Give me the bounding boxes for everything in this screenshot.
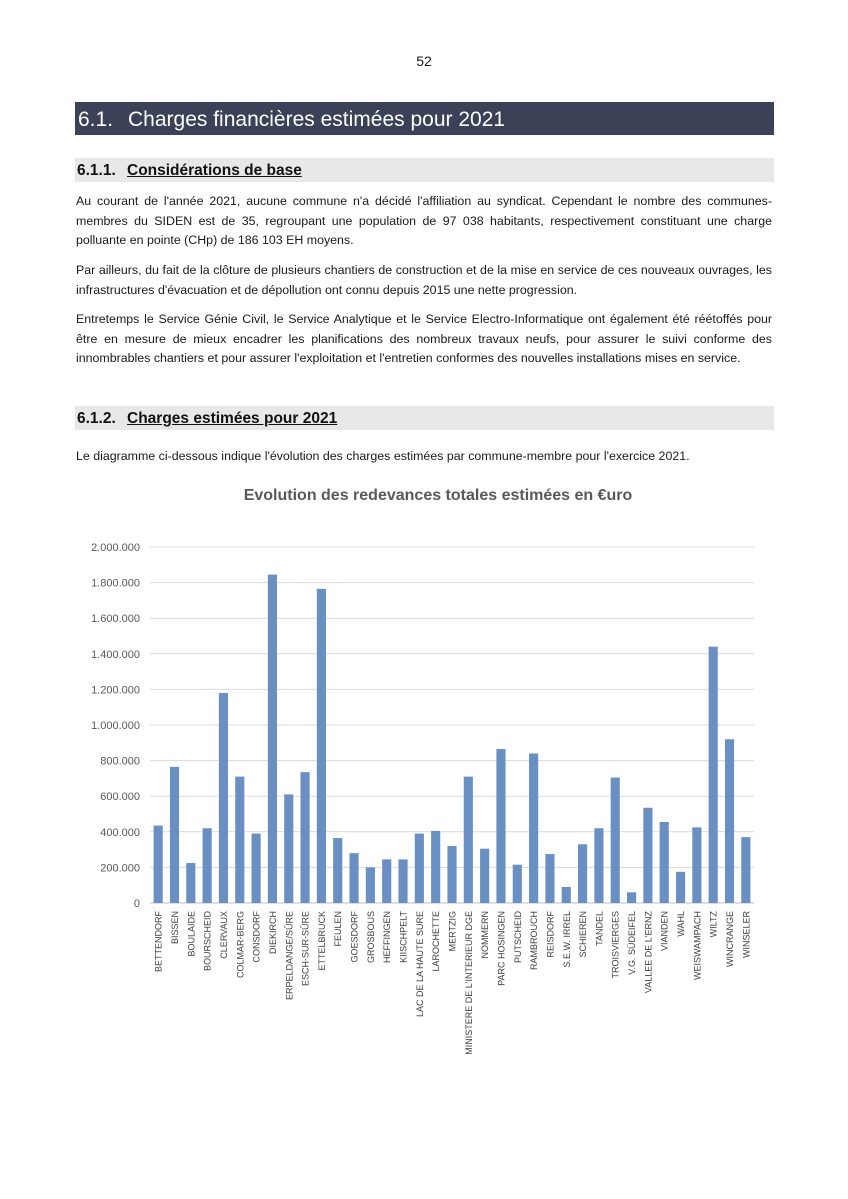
x-tick-label: HEFFINGEN	[382, 911, 393, 964]
bar	[709, 647, 718, 903]
subsection-2-number: 6.1.2.	[77, 410, 116, 427]
x-tick-label: ERPELDANGE/SÛRE	[284, 911, 295, 1001]
section-number: 6.1.	[78, 108, 114, 131]
x-tick-label: MERTZIG	[447, 911, 458, 952]
paragraph-1: Au courant de l'année 2021, aucune commune n'a décidé l'affiliation au syndicat. Cependant le nombre des communes-membres du SIDEN est de 35, regroupant une population de 97 038 habitants, respectivement constituant une charge polluante en pointe (CHp) de 186 103 EH moyens.	[76, 194, 772, 247]
bar	[496, 749, 505, 903]
bar	[219, 693, 228, 903]
paragraph-2: Par ailleurs, du fait de la clôture de plusieurs chantiers de construction et de la mise en service de ces nouveaux ouvrages, les infrastructures d'évacuation et de dépollution ont connu depuis 2015 une nette progression.	[76, 263, 772, 297]
subsection-1-number: 6.1.1.	[77, 162, 116, 179]
bar	[154, 826, 163, 903]
x-tick-label: WAHL	[676, 911, 687, 937]
x-tick-label: S.E.W. IRREL	[561, 911, 572, 968]
paragraph-3: Entretemps le Service Génie Civil, le Service Analytique et le Service Electro-Informatique ont également été réétoffés pour être en mesure de mieux encadrer les planifications des nombreux travaux neufs, pour assurer le suivi conforme des innombrables chantiers et pour assurer l'exploitation et l'entretien conformes des nouvelles installations mises en service.	[76, 312, 772, 365]
subsection-1-title: Considérations de base	[127, 162, 302, 179]
x-tick-label: ESCH-SUR-SÛRE	[300, 911, 311, 987]
y-tick-label: 1.800.000	[91, 577, 140, 590]
bar	[349, 853, 358, 903]
x-tick-label: BISSEN	[169, 911, 180, 945]
bar	[252, 834, 261, 903]
x-tick-label: COLMAR-BERG	[235, 911, 246, 979]
x-tick-label: TROISVIERGES	[610, 911, 621, 979]
bar	[562, 887, 571, 903]
x-tick-label: ETTELBRUCK	[316, 911, 327, 971]
x-tick-label: TANDEL	[594, 911, 605, 946]
bar	[170, 767, 179, 903]
y-tick-label: 1.400.000	[91, 648, 140, 661]
bar	[235, 777, 244, 903]
x-tick-label: NOMMERN	[480, 911, 491, 959]
bar	[480, 849, 489, 903]
bar	[660, 822, 669, 903]
bar	[203, 828, 212, 903]
bar	[415, 834, 424, 903]
x-tick-label: WILTZ	[708, 911, 719, 938]
chart-title: Evolution des redevances totales estimées en €uro	[243, 487, 633, 504]
y-tick-label: 200.000	[100, 862, 140, 875]
x-tick-label: VIANDEN	[659, 911, 670, 952]
bar	[447, 846, 456, 903]
bar	[578, 844, 587, 903]
x-tick-label: WEISWAMPACH	[692, 911, 703, 980]
x-tick-label: KIISCHPELT	[398, 911, 409, 963]
x-tick-label: PARC HOSINGEN	[496, 911, 507, 986]
x-tick-label: MINISTERE DE L'INTERIEUR DGE	[463, 911, 474, 1055]
bar	[333, 838, 342, 903]
x-tick-label: REISDORF	[545, 911, 556, 958]
y-tick-label: 1.600.000	[91, 613, 140, 626]
bar	[611, 778, 620, 903]
bar	[643, 808, 652, 903]
subsection-2-title: Charges estimées pour 2021	[127, 410, 338, 427]
bar	[431, 831, 440, 903]
chart-intro-text: Le diagramme ci-dessous indique l'évolution des charges estimées par commune-membre pour l'exercice 2021.	[76, 449, 690, 463]
x-tick-label: SCHIEREN	[578, 911, 589, 958]
bar	[317, 589, 326, 903]
page-number: 52	[416, 53, 432, 69]
x-tick-label: GOESDORF	[349, 911, 360, 963]
x-tick-label: FEULEN	[333, 911, 344, 947]
y-tick-label: 2.000.000	[91, 542, 140, 554]
bar	[513, 865, 522, 903]
x-tick-label: PUTSCHEID	[512, 911, 523, 964]
x-tick-label: WINCRANGE	[725, 911, 736, 967]
bar	[301, 772, 310, 903]
x-tick-label: BETTENDORF	[153, 911, 164, 973]
y-tick-label: 600.000	[100, 791, 140, 804]
y-tick-label: 400.000	[100, 826, 140, 839]
x-tick-label: VALLEE DE L'ERNZ	[643, 911, 654, 994]
x-tick-label: BOULAIDE	[186, 911, 197, 957]
bar	[464, 777, 473, 903]
y-tick-label: 0	[133, 898, 140, 910]
bar	[529, 753, 538, 903]
section-title: Charges financières estimées pour 2021	[128, 108, 506, 131]
bar	[692, 827, 701, 903]
bar	[594, 828, 603, 903]
x-tick-label: LAC DE LA HAUTE SURE	[414, 911, 425, 1018]
x-tick-label: BOURSCHEID	[202, 911, 213, 972]
bar	[382, 859, 391, 903]
bar	[741, 837, 750, 903]
x-tick-label: CONSDORF	[251, 911, 262, 963]
y-tick-label: 800.000	[100, 755, 140, 768]
x-tick-label: WINSELER	[741, 911, 752, 959]
bar	[725, 739, 734, 903]
x-tick-label: LAROCHETTE	[431, 911, 442, 972]
bar	[398, 859, 407, 903]
bar	[676, 872, 685, 903]
x-tick-label: RAMBROUCH	[529, 911, 540, 971]
x-tick-label: GROSBOUS	[365, 911, 376, 964]
x-tick-label: CLERVAUX	[218, 911, 229, 959]
y-tick-label: 1.200.000	[91, 684, 140, 697]
x-tick-label: DIEKIRCH	[267, 911, 278, 955]
bar	[627, 892, 636, 903]
bar	[268, 575, 277, 903]
bar	[186, 863, 195, 903]
bar	[545, 854, 554, 903]
x-tick-label: V.G. SÜDEIFEL	[627, 911, 638, 975]
bar	[366, 867, 375, 903]
y-tick-label: 1.000.000	[91, 720, 140, 732]
bar	[284, 794, 293, 903]
